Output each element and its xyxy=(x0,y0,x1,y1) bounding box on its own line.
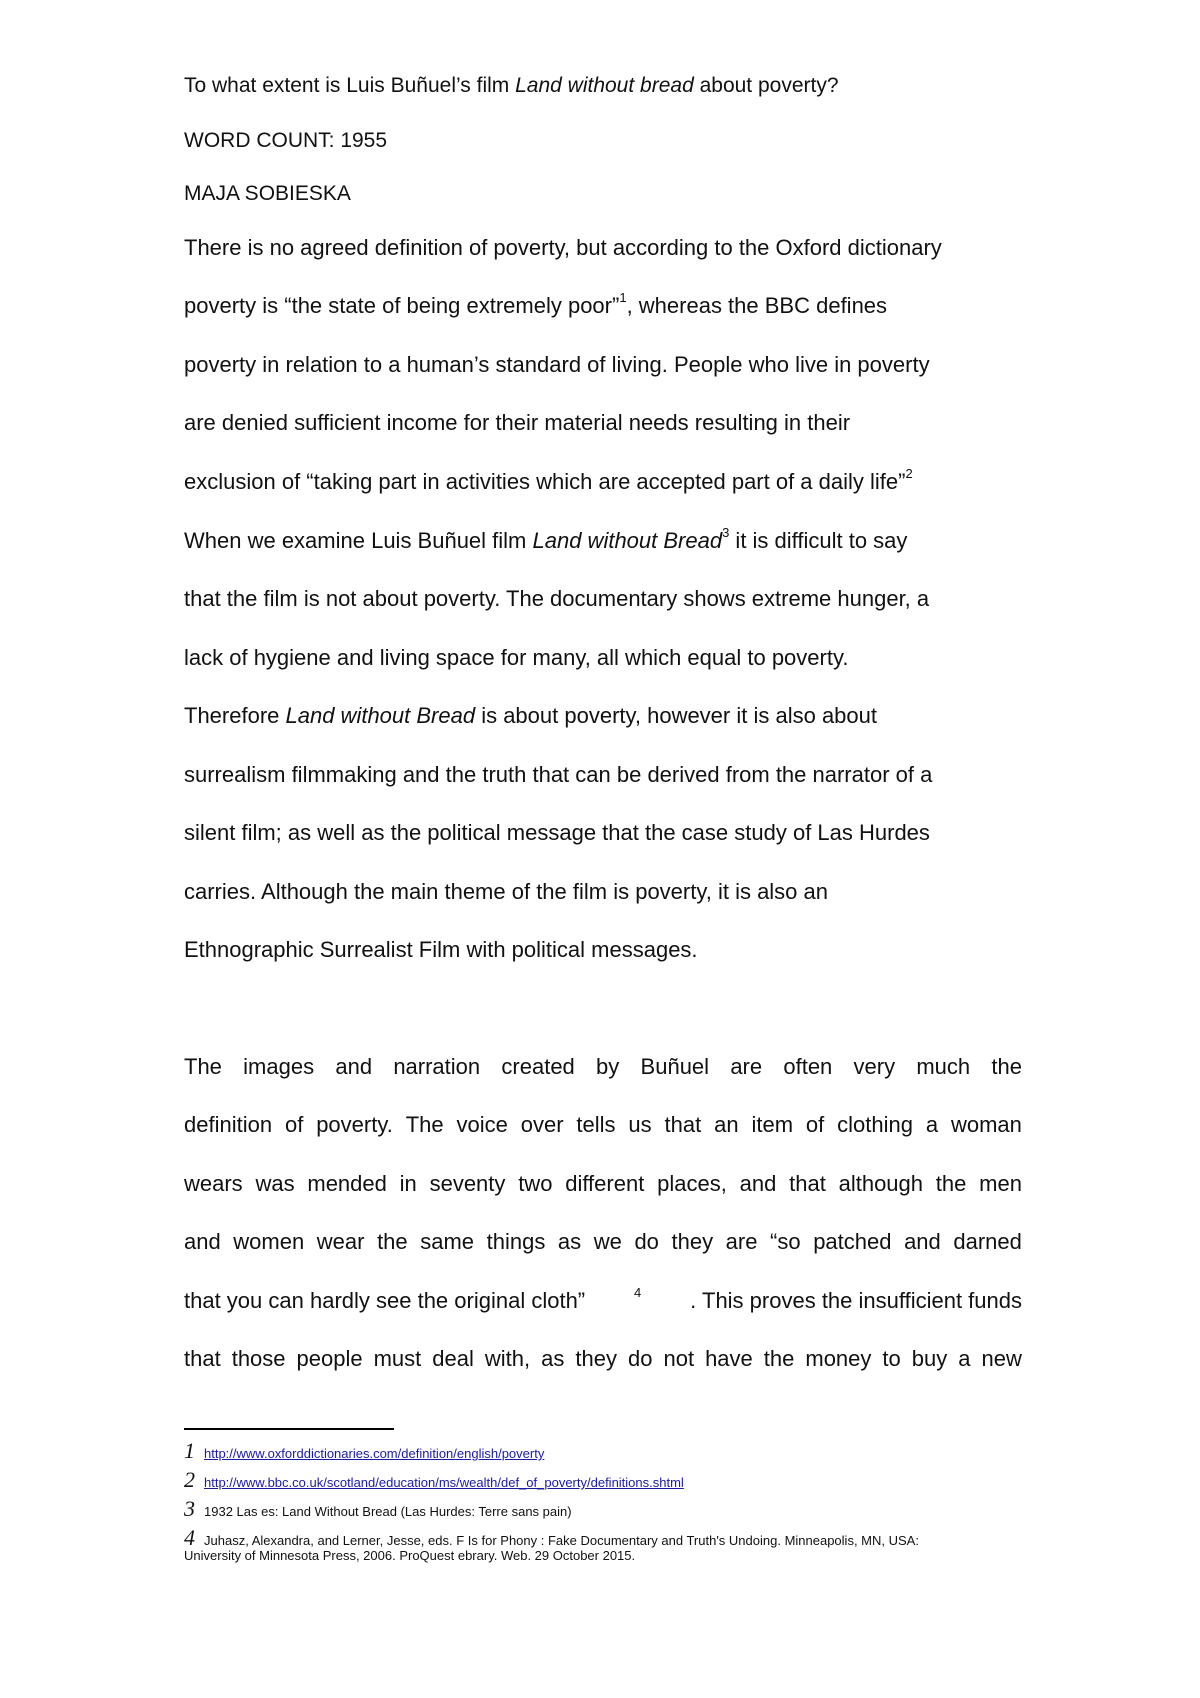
footnote-separator xyxy=(184,1428,394,1430)
word: of xyxy=(284,1112,304,1137)
body-line: that the film is not about poverty. The documentary shows extreme hunger, a xyxy=(184,586,930,611)
word: tells xyxy=(576,1112,616,1137)
body-line xyxy=(184,1173,1022,1195)
word: money xyxy=(805,1346,872,1371)
word: seventy xyxy=(429,1171,506,1196)
word: as xyxy=(541,1346,565,1371)
footnote-4-continued: University of Minnesota Press, 2006. ProQuest ebrary. Web. 29 October 2015. xyxy=(184,1548,636,1563)
body-line: poverty in relation to a human’s standard of living. People who live in poverty xyxy=(184,352,930,377)
word: wears xyxy=(184,1171,243,1196)
word: Buñuel xyxy=(640,1054,710,1079)
footnote-ref: 3 xyxy=(722,525,730,540)
word: do xyxy=(634,1229,659,1254)
word: to xyxy=(882,1346,901,1371)
word: the xyxy=(991,1054,1022,1079)
word: those xyxy=(231,1346,286,1371)
word: things xyxy=(486,1229,546,1254)
body-line: that you can hardly see the original cloth” $^4$ . This proves the insufficient funds xyxy=(184,1285,1022,1313)
body-line: are denied sufficient income for their material needs resulting in their xyxy=(184,410,851,435)
footnote-ref: 2 xyxy=(905,466,913,481)
word: images xyxy=(243,1054,315,1079)
word: and xyxy=(739,1171,777,1196)
word: with, xyxy=(484,1346,531,1371)
word: are xyxy=(725,1229,758,1254)
body-line xyxy=(184,1114,1022,1136)
word: item xyxy=(751,1112,794,1137)
word: us xyxy=(628,1112,652,1137)
word: in xyxy=(399,1171,417,1196)
word: patched xyxy=(813,1229,892,1254)
word: not xyxy=(663,1346,695,1371)
word: a xyxy=(925,1112,939,1137)
word: that xyxy=(664,1112,702,1137)
word: are xyxy=(730,1054,763,1079)
footnote-3: 3 1932 Las es: Land Without Bread (Las Hurdes: Terre sans pain) xyxy=(184,1496,572,1521)
word: voice xyxy=(456,1112,508,1137)
body-line xyxy=(184,1348,1022,1370)
footnote-ref: 1 xyxy=(619,290,627,305)
word: people xyxy=(296,1346,363,1371)
word: and xyxy=(335,1054,373,1079)
word: as xyxy=(557,1229,582,1254)
body-line: Ethnographic Surrealist Film with political messages. xyxy=(184,937,698,962)
word: do xyxy=(627,1346,653,1371)
word: although xyxy=(838,1171,924,1196)
essay-title: To what extent is Luis Buñuel’s film Land without bread about poverty? xyxy=(184,74,839,97)
word: we xyxy=(593,1229,622,1254)
word: “so xyxy=(770,1229,801,1254)
word: that xyxy=(184,1346,221,1371)
word: very xyxy=(853,1054,896,1079)
body-line: When we examine Luis Buñuel film Land without Bread$^3$ it is difficult to say xyxy=(184,525,908,553)
footnote-2: 2 http://www.bbc.co.uk/scotland/education/ms/wealth/def_of_poverty/definitions.shtml xyxy=(184,1467,684,1492)
word: same xyxy=(420,1229,475,1254)
word: the xyxy=(935,1171,967,1196)
word: men xyxy=(979,1171,1022,1196)
word: much xyxy=(916,1054,971,1079)
footnote-4: 4 Juhasz, Alexandra, and Lerner, Jesse, eds. F Is for Phony : Fake Documentary and Truth's Undoing. Minneapolis, MN, USA: xyxy=(184,1525,919,1550)
body-line: Therefore Land without Bread is about poverty, however it is also about xyxy=(184,703,877,728)
word: have xyxy=(705,1346,753,1371)
word: woman xyxy=(950,1112,1022,1137)
word: deal xyxy=(432,1346,474,1371)
word: clothing xyxy=(837,1112,913,1137)
word: narration xyxy=(393,1054,481,1079)
word: created xyxy=(501,1054,575,1079)
word: and xyxy=(184,1229,221,1254)
word: of xyxy=(805,1112,825,1137)
body-line: surrealism filmmaking and the truth that can be derived from the narrator of a xyxy=(184,762,933,787)
word: they xyxy=(671,1229,714,1254)
body-line: lack of hygiene and living space for many, all which equal to poverty. xyxy=(184,645,849,670)
body-line: exclusion of “taking part in activities which are accepted part of a daily life”$^2$ xyxy=(184,466,913,494)
word: wear xyxy=(316,1229,365,1254)
word: darned xyxy=(953,1229,1022,1254)
word: over xyxy=(520,1112,564,1137)
word: that xyxy=(789,1171,826,1196)
word-count: WORD COUNT: 1955 xyxy=(184,129,388,152)
body-line: carries. Although the main theme of the film is poverty, it is also an xyxy=(184,879,829,904)
word: definition xyxy=(184,1112,273,1137)
footnote-link[interactable]: http://www.oxforddictionaries.com/definition/english/poverty xyxy=(204,1446,545,1461)
word: the xyxy=(763,1346,795,1371)
word: women xyxy=(233,1229,305,1254)
footnote-ref: 4 xyxy=(634,1285,642,1300)
body-line: There is no agreed definition of poverty, but according to the Oxford dictionary xyxy=(184,235,942,260)
word: must xyxy=(373,1346,422,1371)
word: mended xyxy=(307,1171,387,1196)
word: The xyxy=(184,1054,222,1079)
word: an xyxy=(714,1112,739,1137)
body-line: silent film; as well as the political message that the case study of Las Hurdes xyxy=(184,820,930,845)
footnote-link[interactable]: http://www.bbc.co.uk/scotland/education/ms/wealth/def_of_poverty/definitions.shtml xyxy=(204,1475,684,1490)
word: poverty. xyxy=(316,1112,393,1137)
word: a xyxy=(958,1346,971,1371)
author-name: MAJA SOBIESKA xyxy=(184,182,351,205)
word: places, xyxy=(657,1171,727,1196)
word: two xyxy=(518,1171,553,1196)
word: the xyxy=(377,1229,408,1254)
word: new xyxy=(981,1346,1022,1371)
word: buy xyxy=(911,1346,948,1371)
body-line xyxy=(184,1231,1022,1253)
footnote-1: 1 http://www.oxforddictionaries.com/definition/english/poverty xyxy=(184,1438,545,1463)
word: by xyxy=(596,1054,620,1079)
word: often xyxy=(783,1054,833,1079)
body-line: poverty is “the state of being extremely poor”$^1$, whereas the BBC defines xyxy=(184,290,888,318)
word: and xyxy=(904,1229,941,1254)
word: they xyxy=(575,1346,617,1371)
word: was xyxy=(255,1171,295,1196)
word: different xyxy=(565,1171,645,1196)
word: The xyxy=(405,1112,444,1137)
body-line xyxy=(184,1056,1022,1078)
